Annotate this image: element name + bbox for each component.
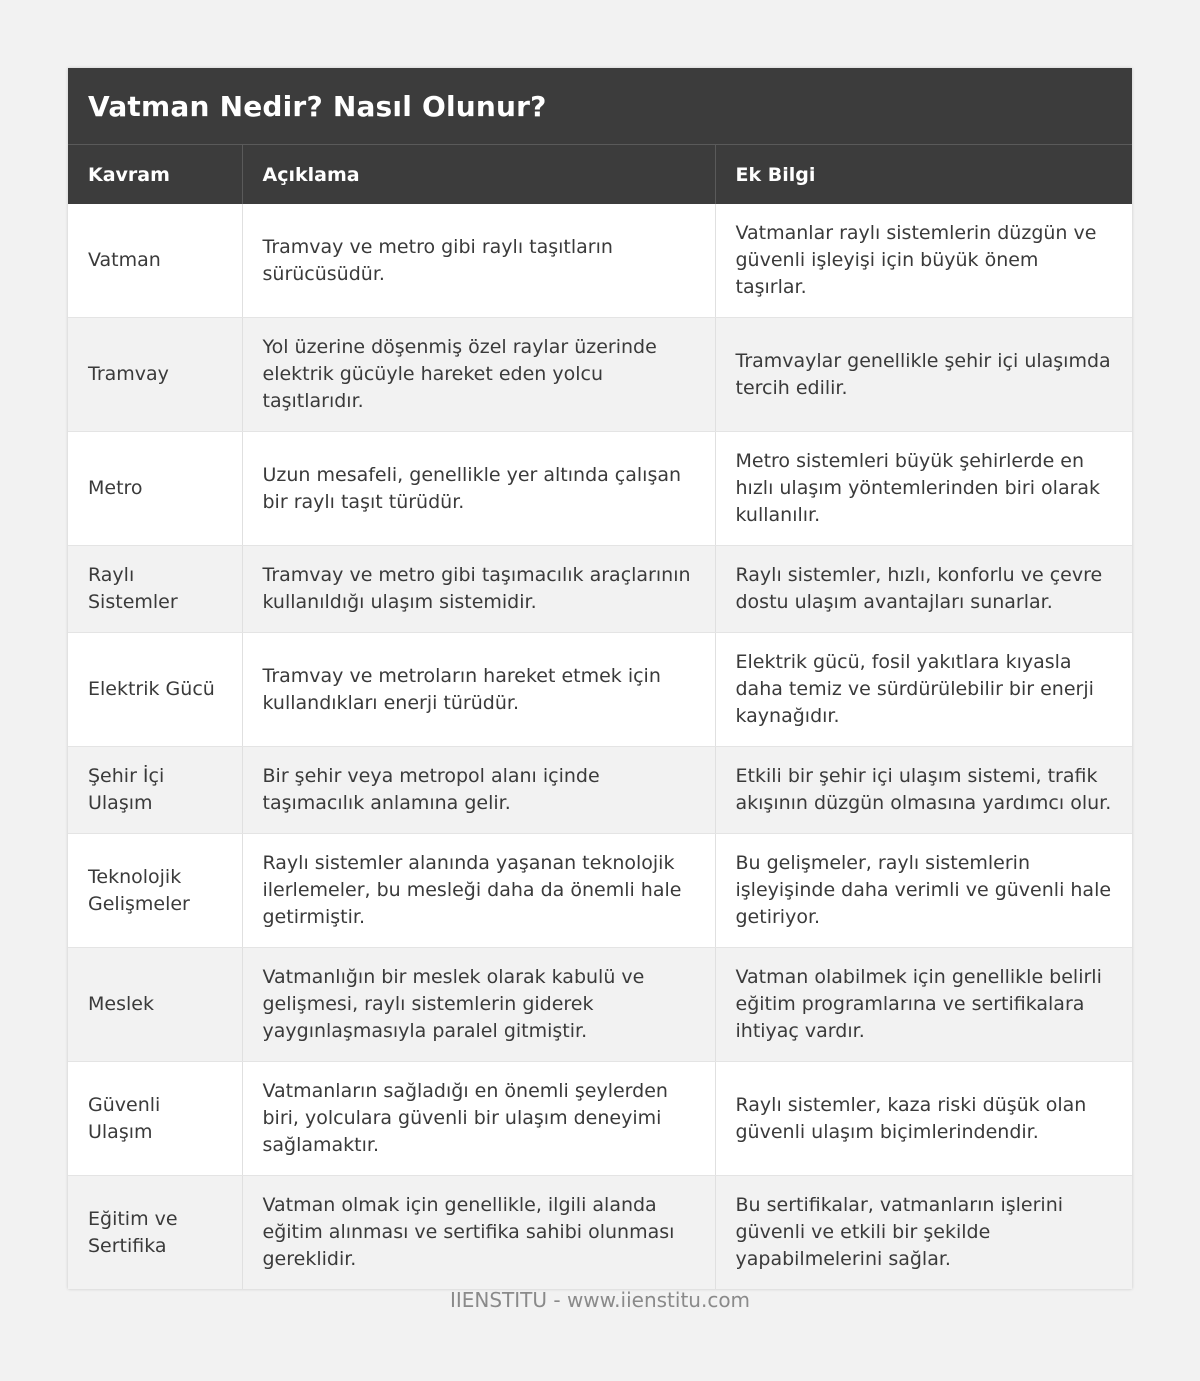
cell-ek-bilgi: Metro sistemleri büyük şehirlerde en hızlı ulaşım yöntemlerinden biri olarak kullanılır. (715, 432, 1132, 546)
cell-kavram: Raylı Sistemler (68, 546, 242, 633)
cell-aciklama: Raylı sistemler alanında yaşanan teknolojik ilerlemeler, bu mesleği daha da önemli hale getirmiştir. (242, 834, 715, 948)
cell-kavram: Meslek (68, 948, 242, 1062)
column-header-ek-bilgi: Ek Bilgi (715, 145, 1132, 204)
table-row (68, 633, 1132, 747)
page-title: Vatman Nedir? Nasıl Olunur? (88, 89, 547, 123)
table-row (68, 1062, 1132, 1176)
cell-aciklama: Vatmanlığın bir meslek olarak kabulü ve gelişmesi, raylı sistemlerin giderek yaygınlaşmasıyla paralel gitmiştir. (242, 948, 715, 1062)
cell-kavram: Vatman (68, 204, 242, 318)
cell-ek-bilgi: Vatman olabilmek için genellikle belirli eğitim programlarına ve sertifikalara ihtiyaç vardır. (715, 948, 1132, 1062)
cell-ek-bilgi: Raylı sistemler, kaza riski düşük olan güvenli ulaşım biçimlerindendir. (715, 1062, 1132, 1176)
table-header (68, 145, 1132, 204)
table-body (68, 204, 1132, 1289)
cell-kavram: Güvenli Ulaşım (68, 1062, 242, 1176)
title-bar (68, 68, 1132, 145)
content-card (68, 68, 1132, 1289)
cell-kavram: Eğitim ve Sertifika (68, 1176, 242, 1290)
table-row (68, 834, 1132, 948)
table-row (68, 546, 1132, 633)
table-row (68, 318, 1132, 432)
column-header-aciklama: Açıklama (242, 145, 715, 204)
table-row (68, 747, 1132, 834)
header-row (68, 145, 1132, 204)
cell-ek-bilgi: Vatmanlar raylı sistemlerin düzgün ve güvenli işleyişi için büyük önem taşırlar. (715, 204, 1132, 318)
cell-kavram: Metro (68, 432, 242, 546)
cell-ek-bilgi: Elektrik gücü, fosil yakıtlara kıyasla daha temiz ve sürdürülebilir bir enerji kaynağıdır. (715, 633, 1132, 747)
cell-ek-bilgi: Bu sertifikalar, vatmanların işlerini güvenli ve etkili bir şekilde yapabilmelerini sağlar. (715, 1176, 1132, 1290)
cell-ek-bilgi: Raylı sistemler, hızlı, konforlu ve çevre dostu ulaşım avantajları sunarlar. (715, 546, 1132, 633)
cell-aciklama: Tramvay ve metro gibi taşımacılık araçlarının kullanıldığı ulaşım sistemidir. (242, 546, 715, 633)
cell-aciklama: Uzun mesafeli, genellikle yer altında çalışan bir raylı taşıt türüdür. (242, 432, 715, 546)
column-header-kavram: Kavram (68, 145, 242, 204)
concept-table (68, 145, 1132, 1289)
table-row (68, 948, 1132, 1062)
cell-ek-bilgi: Bu gelişmeler, raylı sistemlerin işleyişinde daha verimli ve güvenli hale getiriyor. (715, 834, 1132, 948)
cell-aciklama: Vatman olmak için genellikle, ilgili alanda eğitim alınması ve sertifika sahibi olunması gereklidir. (242, 1176, 715, 1290)
table-row (68, 432, 1132, 546)
cell-kavram: Elektrik Gücü (68, 633, 242, 747)
cell-ek-bilgi: Tramvaylar genellikle şehir içi ulaşımda tercih edilir. (715, 318, 1132, 432)
cell-ek-bilgi: Etkili bir şehir içi ulaşım sistemi, trafik akışının düzgün olmasına yardımcı olur. (715, 747, 1132, 834)
cell-aciklama: Tramvay ve metro gibi raylı taşıtların sürücüsüdür. (242, 204, 715, 318)
cell-kavram: Tramvay (68, 318, 242, 432)
cell-aciklama: Tramvay ve metroların hareket etmek için kullandıkları enerji türüdür. (242, 633, 715, 747)
cell-aciklama: Vatmanların sağladığı en önemli şeylerden biri, yolculara güvenli bir ulaşım deneyimi sağlamaktır. (242, 1062, 715, 1176)
table-row (68, 1176, 1132, 1290)
cell-kavram: Şehir İçi Ulaşım (68, 747, 242, 834)
table-row (68, 204, 1132, 318)
cell-aciklama: Yol üzerine döşenmiş özel raylar üzerinde elektrik gücüyle hareket eden yolcu taşıtlarıdır. (242, 318, 715, 432)
cell-aciklama: Bir şehir veya metropol alanı içinde taşımacılık anlamına gelir. (242, 747, 715, 834)
footer-credit: IIENSTITU - www.iienstitu.com (449, 1288, 751, 1312)
cell-kavram: Teknolojik Gelişmeler (68, 834, 242, 948)
